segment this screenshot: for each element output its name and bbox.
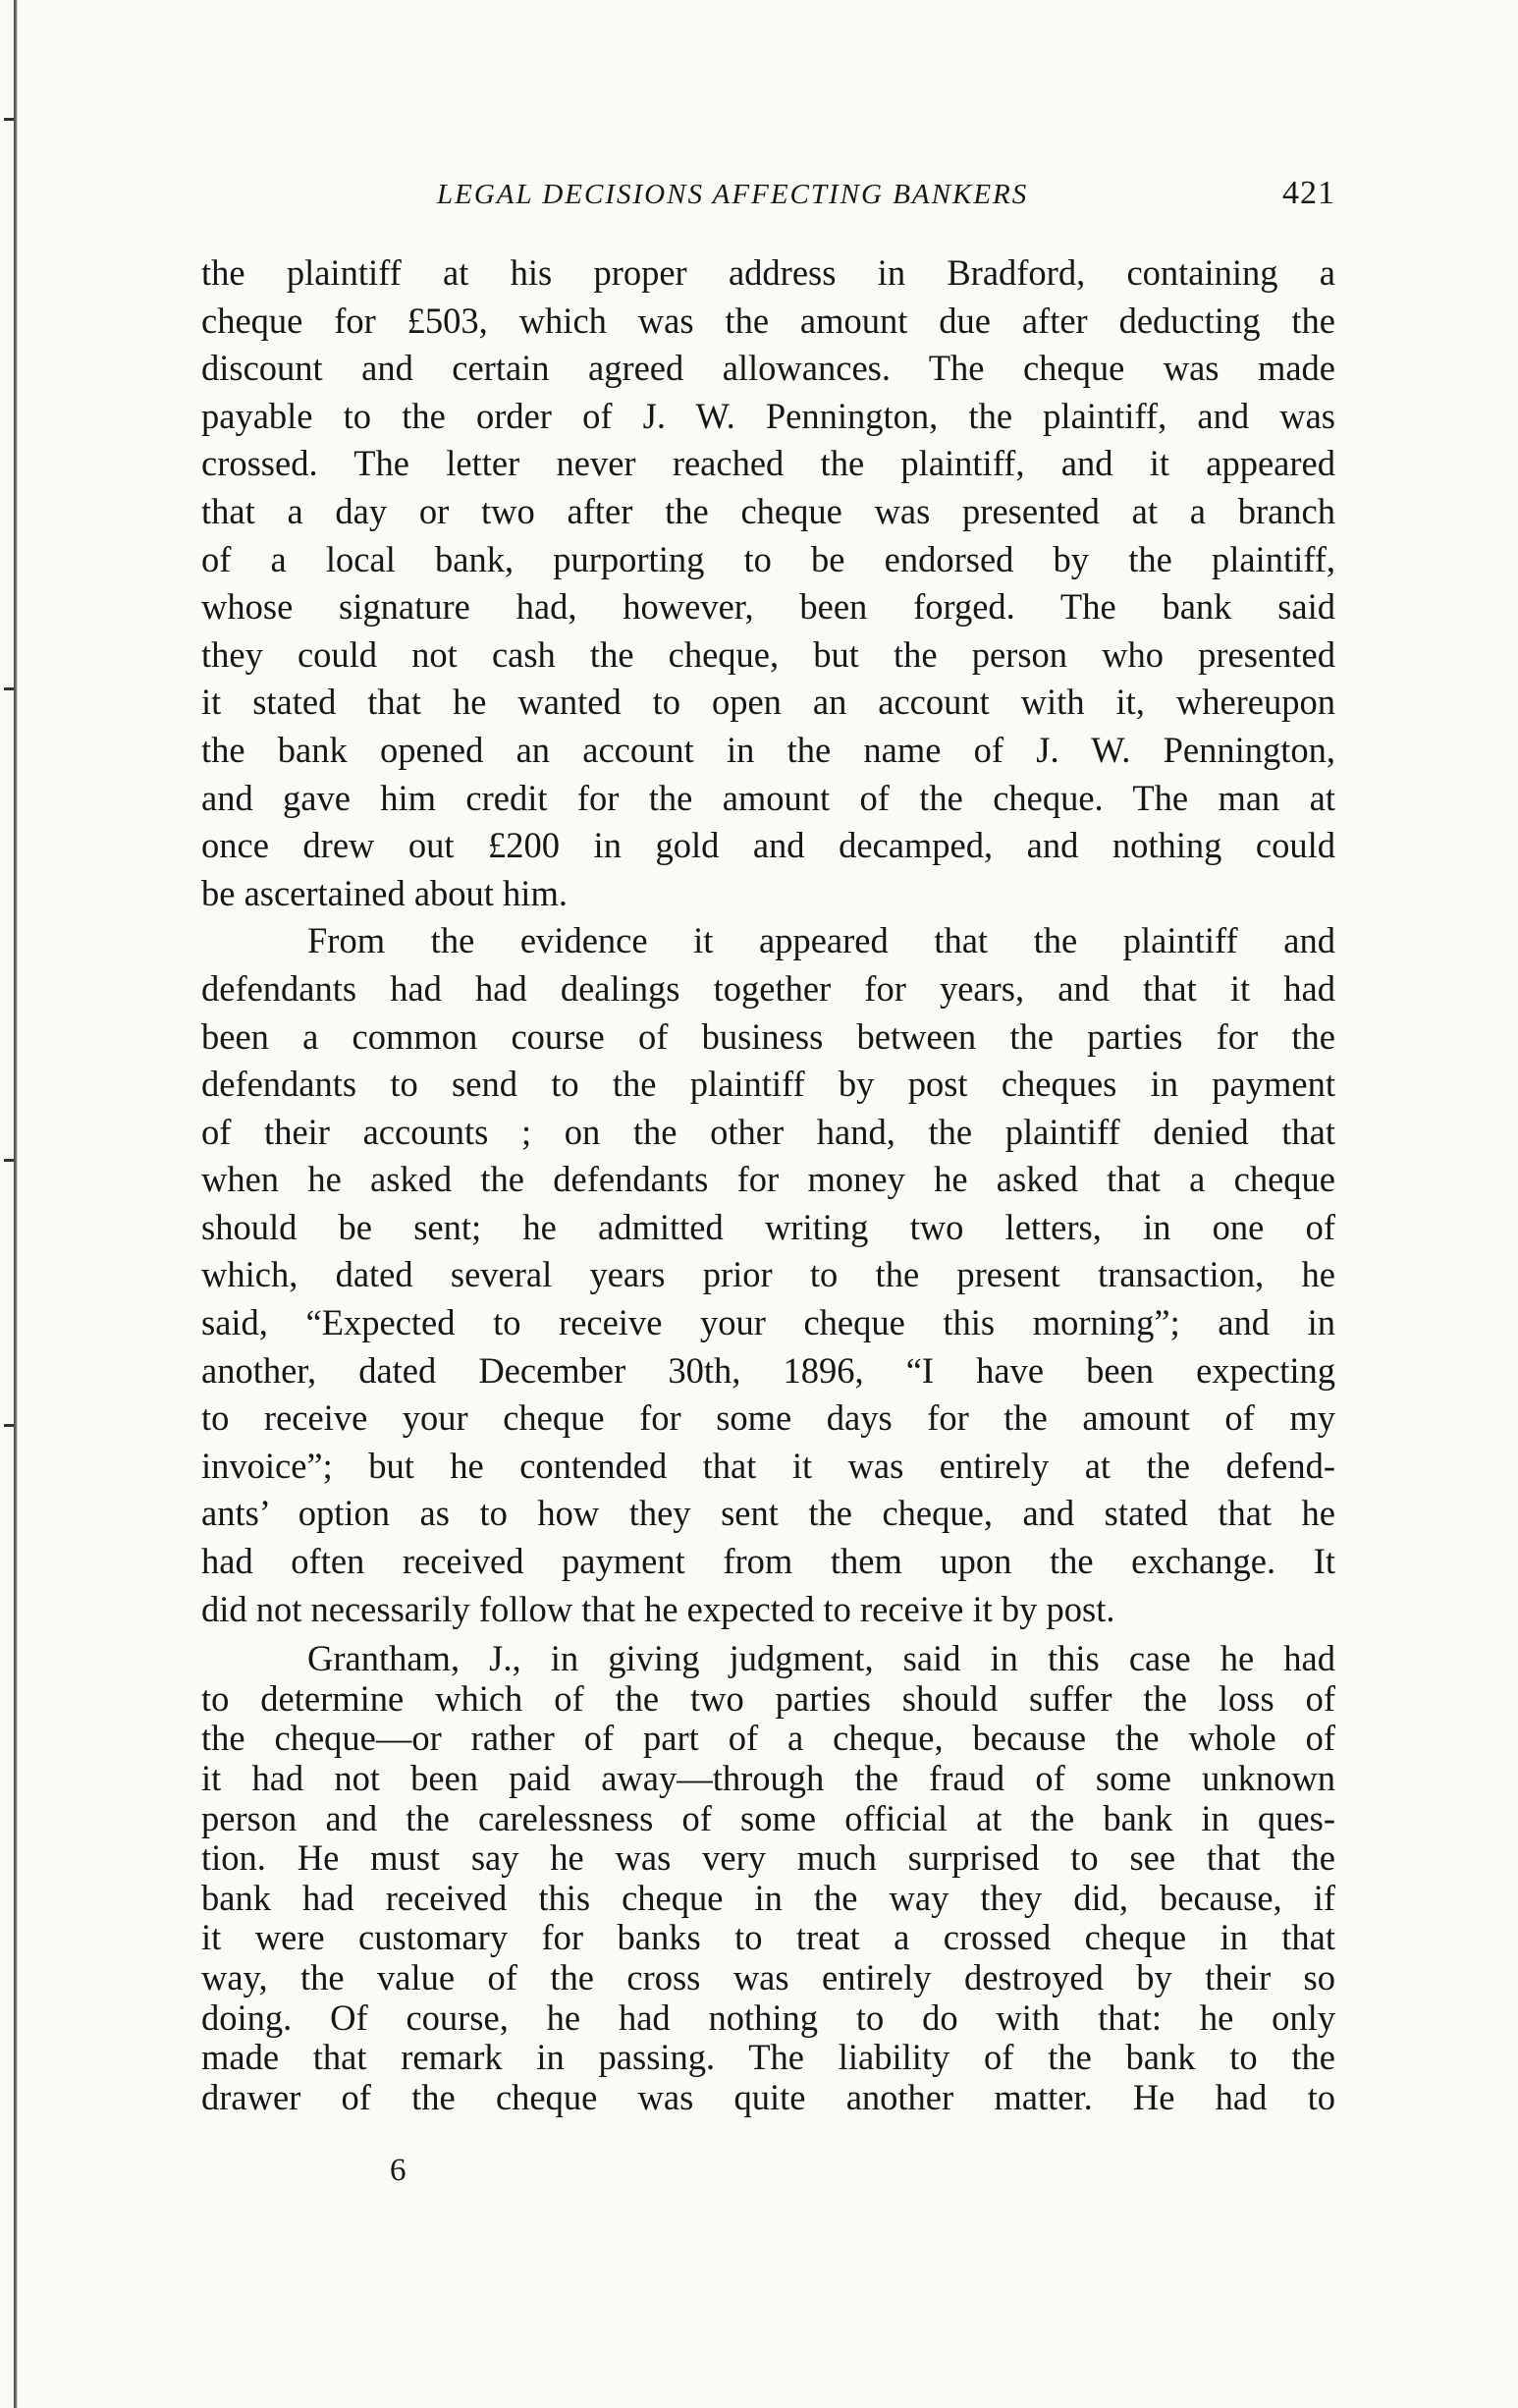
text-line: and gave him credit for the amount of the cheque. The man at bbox=[201, 777, 1335, 818]
text-line: it were customary for banks to treat a crossed cheque in that bbox=[201, 1917, 1335, 1958]
text-line: discount and certain agreed allowances. The cheque was made bbox=[201, 348, 1335, 389]
text-line: be ascertained about him. bbox=[201, 872, 568, 913]
text-line: Grantham, J., in giving judgment, said in this case he had bbox=[307, 1638, 1335, 1679]
binding-mark bbox=[4, 1159, 14, 1162]
text-line: had often received payment from them upon the exchange. It bbox=[201, 1541, 1335, 1582]
text-line: made that remark in passing. The liability of the bank to the bbox=[201, 2037, 1335, 2078]
page-binding-edge bbox=[14, 0, 18, 2408]
text-line: to receive your cheque for some days for the amount of my bbox=[201, 1397, 1335, 1439]
text-line: cheque for £503, which was the amount due after deducting the bbox=[201, 300, 1335, 341]
binding-mark bbox=[4, 1424, 14, 1427]
text-line: defendants had had dealings together for years, and that it had bbox=[201, 967, 1335, 1009]
page-body bbox=[201, 249, 1335, 2117]
text-line: of a local bank, purporting to be endorsed by the plaintiff, bbox=[201, 538, 1335, 579]
page-number: 421 bbox=[1282, 175, 1335, 211]
paragraph-1 bbox=[201, 249, 1335, 917]
text-line: another, dated December 30th, 1896, “I have been expecting bbox=[201, 1349, 1335, 1391]
text-line: that a day or two after the cheque was presented at a branch bbox=[201, 490, 1335, 531]
paragraph-3 bbox=[201, 1639, 1335, 2117]
text-line: been a common course of business between the parties for the bbox=[201, 1015, 1335, 1057]
text-line: of their accounts ; on the other hand, the plaintiff denied that bbox=[201, 1111, 1335, 1152]
paragraph-2 bbox=[201, 917, 1335, 1633]
printer-signature-mark: 6 bbox=[390, 2153, 407, 2188]
text-line: crossed. The letter never reached the plaintiff, and it appeared bbox=[201, 443, 1335, 484]
text-line: they could not cash the cheque, but the person who presented bbox=[201, 633, 1335, 675]
text-line: tion. He must say he was very much surprised to see that the bbox=[201, 1837, 1335, 1879]
text-line: the plaintiff at his proper address in Bradford, containing a bbox=[201, 252, 1335, 293]
text-line: From the evidence it appeared that the plaintiff and bbox=[307, 920, 1335, 961]
text-line: did not necessarily follow that he expected to receive it by post. bbox=[201, 1588, 1115, 1629]
text-line: drawer of the cheque was quite another matter. He had to bbox=[201, 2076, 1335, 2117]
running-head bbox=[201, 175, 1335, 218]
running-title: LEGAL DECISIONS AFFECTING BANKERS bbox=[437, 179, 1029, 210]
text-line: which, dated several years prior to the present transaction, he bbox=[201, 1254, 1335, 1295]
text-line: it had not been paid away—through the fraud of some unknown bbox=[201, 1758, 1335, 1798]
text-line: payable to the order of J. W. Pennington, the plaintiff, and was bbox=[201, 395, 1335, 436]
text-line: it stated that he wanted to open an account with it, whereupon bbox=[201, 682, 1335, 723]
text-line: person and the carelessness of some official at the bank in ques- bbox=[201, 1797, 1335, 1838]
text-line: bank had received this cheque in the way they did, because, if bbox=[201, 1877, 1335, 1918]
text-line: ants’ option as to how they sent the cheque, and stated that he bbox=[201, 1493, 1335, 1534]
text-line: whose signature had, however, been forged. The bank said bbox=[201, 586, 1335, 628]
text-line: defendants to send to the plaintiff by post cheques in payment bbox=[201, 1064, 1335, 1105]
text-line: said, “Expected to receive your cheque this morning”; and in bbox=[201, 1302, 1335, 1343]
text-line: to determine which of the two parties should suffer the loss of bbox=[201, 1677, 1335, 1719]
text-line: way, the value of the cross was entirely destroyed by their so bbox=[201, 1956, 1335, 1998]
text-line: should be sent; he admitted writing two letters, in one of bbox=[201, 1206, 1335, 1247]
text-line: doing. Of course, he had nothing to do with that: he only bbox=[201, 1997, 1335, 2038]
text-line: invoice”; but he contended that it was entirely at the defend- bbox=[201, 1445, 1335, 1486]
binding-mark bbox=[4, 118, 14, 121]
text-line: the cheque—or rather of part of a cheque, because the whole of bbox=[201, 1718, 1335, 1759]
binding-mark bbox=[4, 687, 14, 690]
text-line: the bank opened an account in the name of J. W. Pennington, bbox=[201, 729, 1335, 770]
text-line: when he asked the defendants for money he asked that a cheque bbox=[201, 1159, 1335, 1200]
text-line: once drew out £200 in gold and decamped, and nothing could bbox=[201, 825, 1335, 866]
